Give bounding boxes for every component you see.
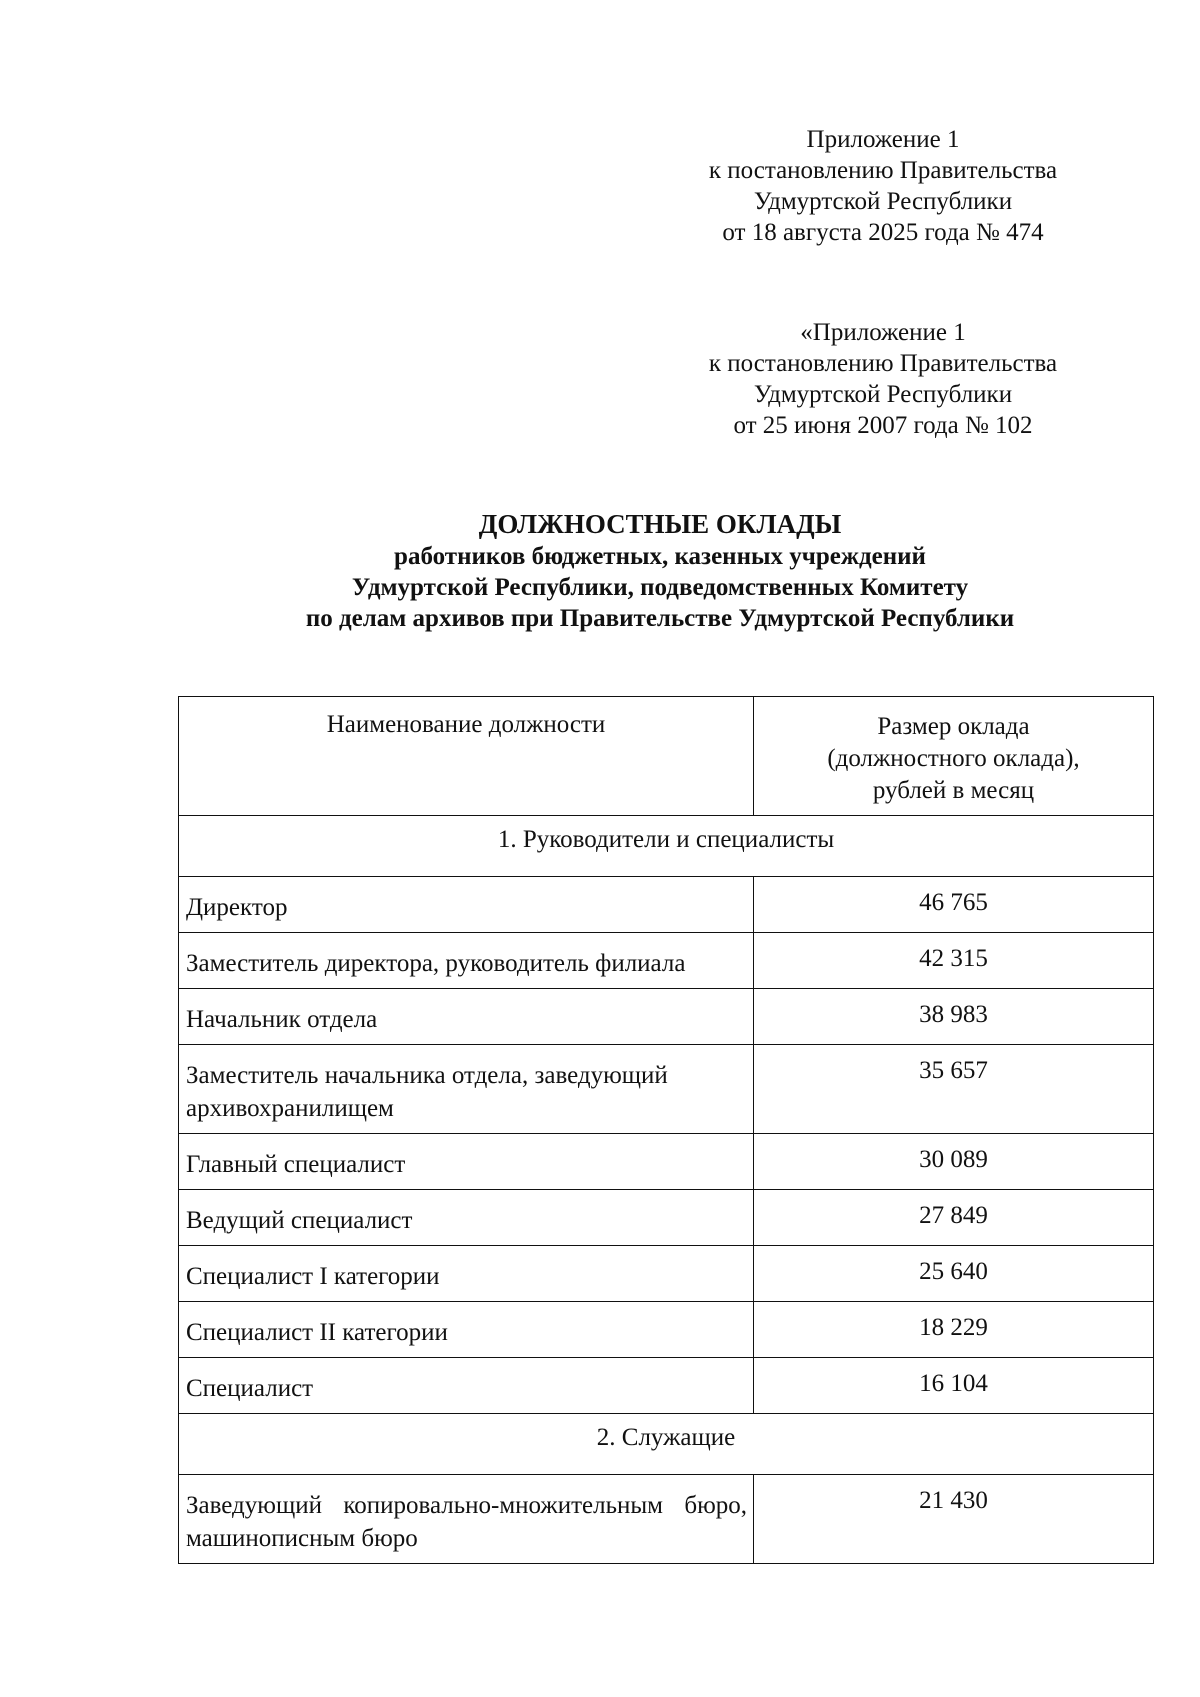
table-row [179, 1475, 1154, 1564]
stamp-line: к постановлению Правительства [708, 350, 1058, 377]
position-name: Директор [179, 877, 754, 933]
table-row [179, 989, 1154, 1045]
position-name: Главный специалист [179, 1134, 754, 1190]
title-subtitle-line: работников бюджетных, казенных учреждений [394, 543, 926, 570]
salary-value: 27 849 [754, 1190, 1154, 1246]
column-header-salary [754, 697, 1154, 816]
table-row [179, 1134, 1154, 1190]
salary-value: 21 430 [754, 1475, 1154, 1564]
salary-value: 35 657 [754, 1045, 1154, 1134]
table-row [179, 1045, 1154, 1134]
stamp-line: Удмуртской Республики [753, 188, 1013, 215]
position-name: Заведующий копировально-множительным бюро, машинописным бюро [179, 1475, 754, 1564]
table-row [179, 1302, 1154, 1358]
header-stamp-current [648, 124, 1118, 248]
position-name: Заместитель начальника отдела, заведующий архивохранилищем [179, 1045, 754, 1134]
table-row [179, 1358, 1154, 1414]
section-heading-row [179, 816, 1154, 877]
position-name: Специалист [179, 1358, 754, 1414]
salary-value: 38 983 [754, 989, 1154, 1045]
stamp-line: «Приложение 1 [800, 319, 966, 346]
stamp-line: Удмуртской Республики [753, 381, 1013, 408]
table-header-row [179, 697, 1154, 816]
section-heading: 1. Руководители и специалисты [179, 816, 1154, 877]
salary-value: 16 104 [754, 1358, 1154, 1414]
table-row [179, 1190, 1154, 1246]
section-heading: 2. Служащие [179, 1414, 1154, 1475]
position-name: Специалист II категории [179, 1302, 754, 1358]
stamp-line: Приложение 1 [806, 126, 960, 153]
table-row [179, 933, 1154, 989]
position-name: Ведущий специалист [179, 1190, 754, 1246]
salary-value: 30 089 [754, 1134, 1154, 1190]
salary-value: 18 229 [754, 1302, 1154, 1358]
title-main: ДОЛЖНОСТНЫЕ ОКЛАДЫ [478, 509, 842, 539]
column-header-position: Наименование должности [179, 697, 754, 816]
salary-value: 46 765 [754, 877, 1154, 933]
document-title [160, 507, 1160, 634]
salary-value: 42 315 [754, 933, 1154, 989]
title-subtitle-line: по делам архивов при Правительстве Удмуртской Республики [305, 605, 1015, 632]
salary-value: 25 640 [754, 1246, 1154, 1302]
header-stamp-original [648, 317, 1118, 441]
stamp-line: от 18 августа 2025 года № 474 [722, 219, 1044, 246]
stamp-line: от 25 июня 2007 года № 102 [733, 412, 1033, 439]
header-line: (должностного оклада), [827, 745, 1080, 772]
position-name: Заместитель директора, руководитель филиала [179, 933, 754, 989]
salary-table [178, 696, 1154, 1564]
table-row [179, 877, 1154, 933]
position-name: Специалист I категории [179, 1246, 754, 1302]
position-name: Начальник отдела [179, 989, 754, 1045]
section-heading-row [179, 1414, 1154, 1475]
header-line: Размер оклада [877, 713, 1030, 740]
title-subtitle-line: Удмуртской Республики, подведомственных Комитету [351, 574, 969, 601]
table-row [179, 1246, 1154, 1302]
header-line: рублей в месяц [872, 777, 1035, 804]
stamp-line: к постановлению Правительства [708, 157, 1058, 184]
